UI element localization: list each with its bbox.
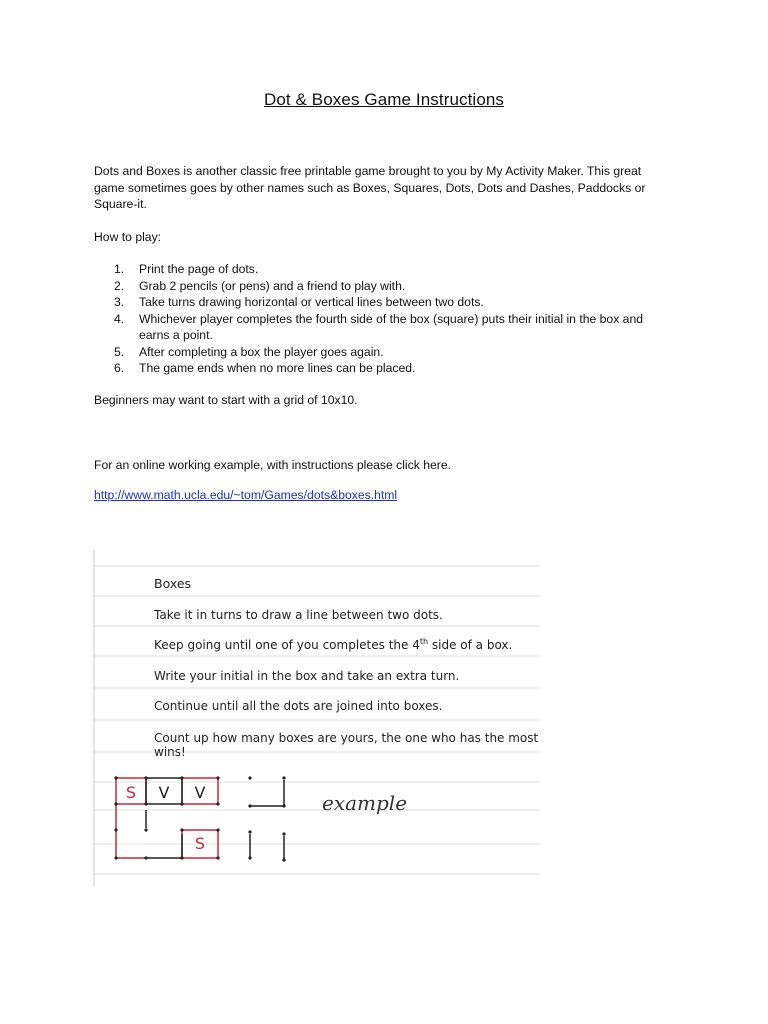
step-text: Grab 2 pencils (or pens) and a friend to play with. xyxy=(139,278,406,293)
scan-heading: Boxes xyxy=(154,576,192,591)
box-initial: V xyxy=(158,783,170,802)
step-item xyxy=(94,311,674,344)
example-handwritten-label: example xyxy=(322,791,408,815)
intro-paragraph xyxy=(94,163,674,213)
dots-boxes-link[interactable]: http://www.math.ucla.edu/~tom/Games/dots&boxes.html xyxy=(94,488,398,502)
step-item xyxy=(94,261,674,278)
step-item xyxy=(94,344,674,361)
example-game-grid xyxy=(114,776,407,861)
box-initial: S xyxy=(194,834,206,853)
step-text: Print the page of dots. xyxy=(139,262,259,276)
step-number: 4. xyxy=(114,311,125,326)
online-example-text: For an online working example, with instructions please click here. xyxy=(94,458,451,472)
step-text: Whichever player completes the fourth side of the box (square) puts their initial in the box and earns a point. xyxy=(139,311,644,342)
step-item xyxy=(94,360,674,377)
scan-line: Continue until all the dots are joined into boxes. xyxy=(154,699,443,713)
how-to-play-heading: How to play: xyxy=(94,230,162,244)
step-number: 2. xyxy=(114,278,125,293)
scan-line: Count up how many boxes are yours, the one who has the most wins! xyxy=(154,731,539,759)
box-initial: S xyxy=(125,783,137,802)
step-item xyxy=(94,278,674,295)
step-text: Take turns drawing horizontal or vertical lines between two dots. xyxy=(139,295,484,309)
scan-line: Keep going until one of you completes the 4th side of a box. xyxy=(154,637,513,652)
step-number: 1. xyxy=(114,262,125,276)
scanned-notebook-image xyxy=(90,548,550,888)
step-text: After completing a box the player goes again. xyxy=(139,344,384,359)
step-number: 6. xyxy=(114,361,125,375)
scan-line: Take it in turns to draw a line between two dots. xyxy=(154,608,443,622)
instruction-steps xyxy=(94,261,674,377)
scan-line: Write your initial in the box and take an extra turn. xyxy=(154,669,460,683)
box-initial: V xyxy=(194,783,206,802)
step-text: The game ends when no more lines can be placed. xyxy=(139,361,416,375)
step-item xyxy=(94,294,674,311)
intro-text: Dots and Boxes is another classic free printable game brought to you by My Activity Maker. This great game sometimes goes by other names such as Boxes, Squares, Dots, Dots and Dashes, Paddocks or Square-it. xyxy=(94,164,646,211)
notebook-paper xyxy=(90,548,550,888)
step-number: 3. xyxy=(114,295,125,309)
beginners-note: Beginners may want to start with a grid of 10x10. xyxy=(94,393,358,407)
step-number: 5. xyxy=(114,344,125,359)
page-title: Dot & Boxes Game Instructions xyxy=(263,90,505,109)
